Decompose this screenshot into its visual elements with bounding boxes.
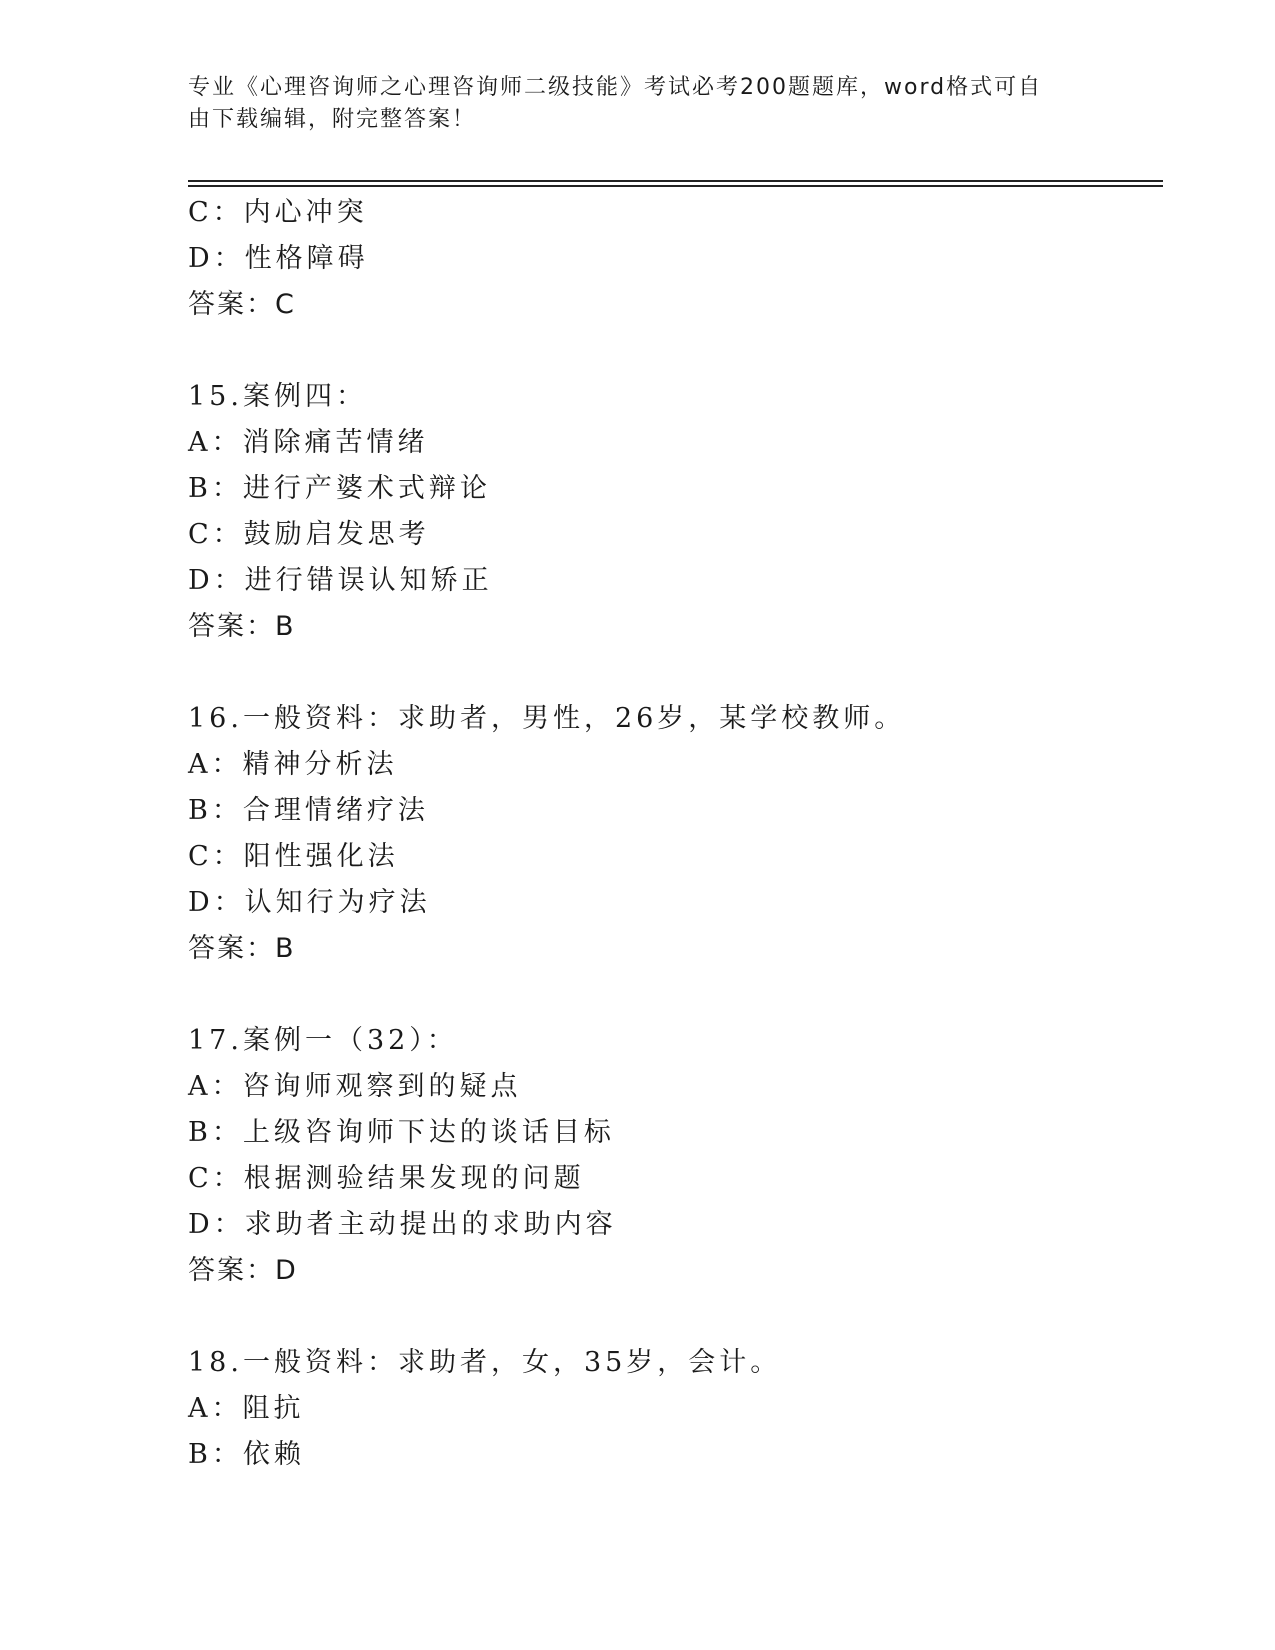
question-16 [188, 696, 1163, 972]
option-b: B：上级咨询师下达的谈话目标 [188, 1117, 615, 1148]
spacer [188, 972, 1163, 1018]
option-c: C：内心冲突 [188, 197, 368, 228]
header-line-1: 专业《心理咨询师之心理咨询师二级技能》考试必考200题题库，word格式可自 [188, 75, 1043, 100]
question-list [188, 190, 1163, 1478]
option-d: D：认知行为疗法 [188, 887, 431, 918]
answer: 答案：C [188, 289, 296, 320]
spacer [188, 1294, 1163, 1340]
spacer [188, 650, 1163, 696]
option-c: C：根据测验结果发现的问题 [188, 1163, 585, 1194]
question-18 [188, 1340, 1163, 1478]
option-b: B：合理情绪疗法 [188, 795, 429, 826]
option-a: A：阻抗 [188, 1393, 305, 1424]
question-17 [188, 1018, 1163, 1294]
option-a: A：消除痛苦情绪 [188, 427, 429, 458]
option-d: D：进行错误认知矫正 [188, 565, 493, 596]
option-d: D：求助者主动提出的求助内容 [188, 1209, 617, 1240]
answer: 答案：B [188, 933, 296, 964]
header-line-2: 由下载编辑，附完整答案！ [188, 107, 477, 132]
header-divider-top [188, 180, 1163, 182]
spacer [188, 328, 1163, 374]
document-header [188, 72, 1068, 136]
option-a: A：咨询师观察到的疑点 [188, 1071, 522, 1102]
option-c: C：鼓励启发思考 [188, 519, 430, 550]
question-stem: 16.一般资料：求助者，男性，26岁，某学校教师。 [188, 703, 906, 734]
option-b: B：依赖 [188, 1439, 305, 1470]
question-stem: 18.一般资料：求助者，女，35岁，会计。 [188, 1347, 782, 1378]
answer: 答案：D [188, 1255, 298, 1286]
option-d: D：性格障碍 [188, 243, 369, 274]
header-divider-bottom [188, 185, 1163, 187]
option-a: A：精神分析法 [188, 749, 398, 780]
option-c: C：阳性强化法 [188, 841, 399, 872]
question-15 [188, 374, 1163, 650]
answer: 答案：B [188, 611, 296, 642]
question-14-tail [188, 190, 1163, 328]
question-stem: 17.案例一（32）： [188, 1025, 458, 1056]
option-b: B：进行产婆术式辩论 [188, 473, 491, 504]
question-stem: 15.案例四： [188, 381, 367, 412]
